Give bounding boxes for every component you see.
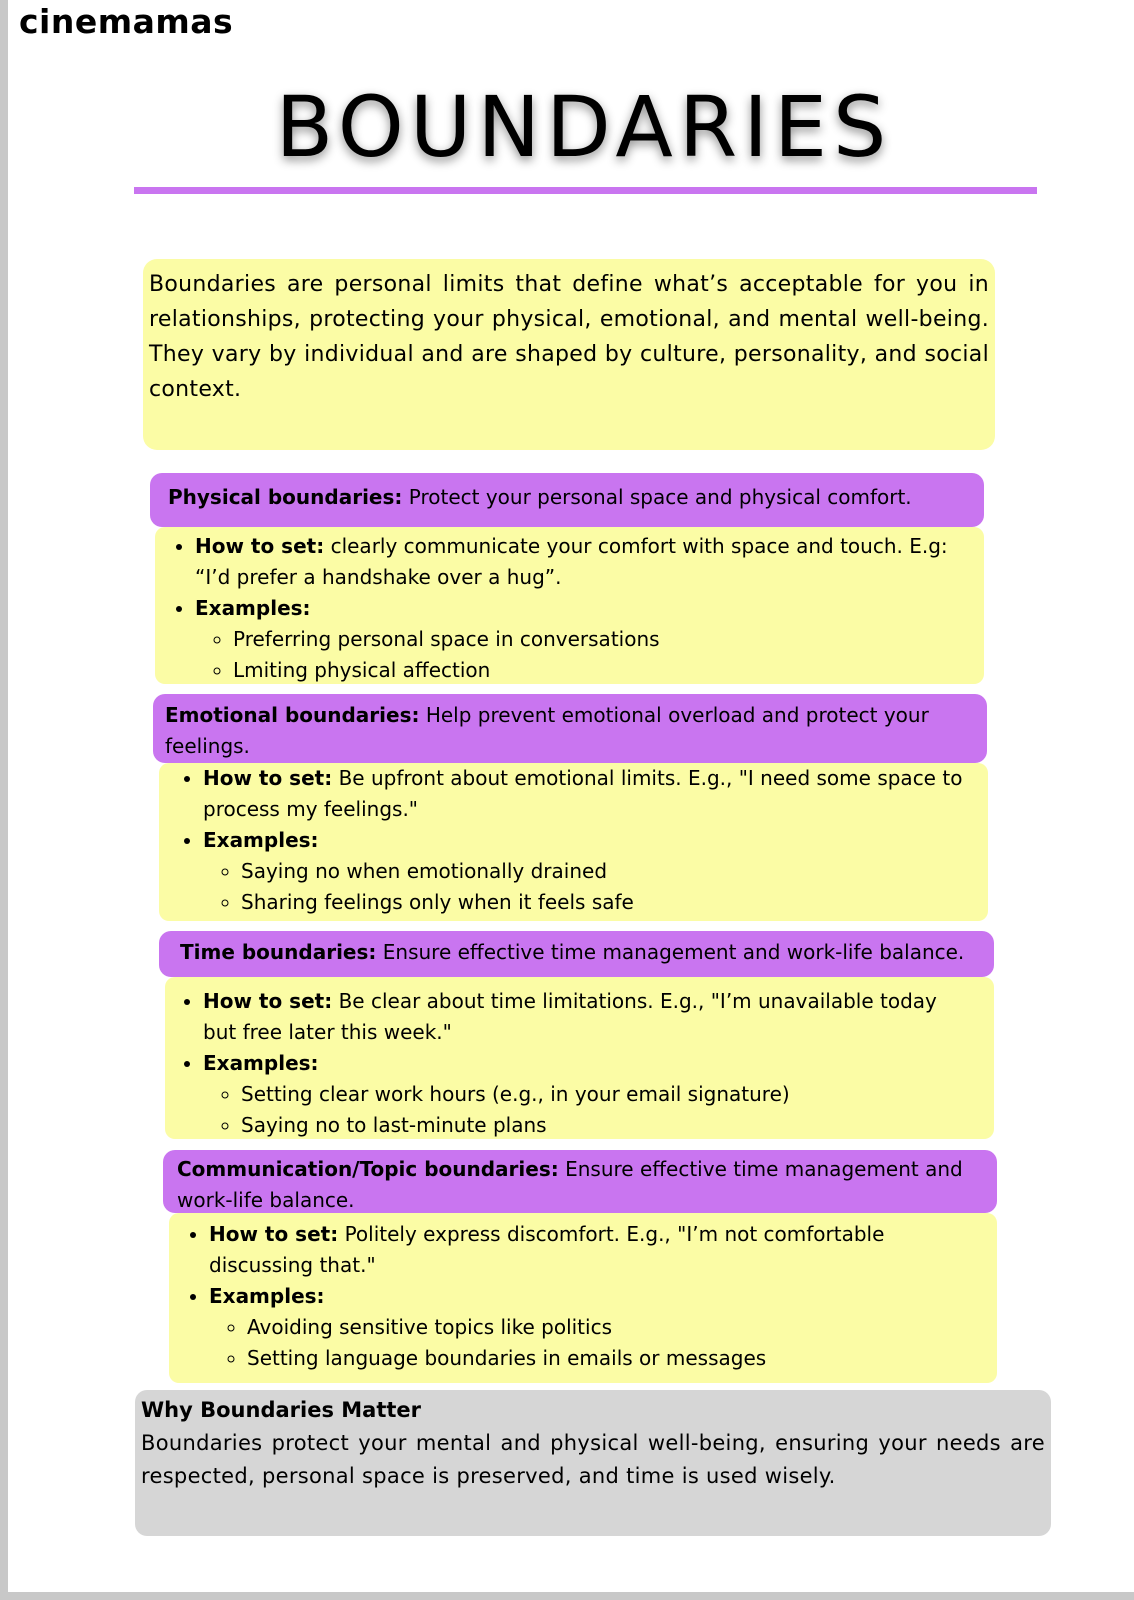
time-list (165, 986, 954, 1141)
physical-boundaries-heading (150, 473, 984, 527)
list-item (195, 593, 972, 686)
example-item: ◦ Saying no when emotionally drained (241, 856, 968, 887)
time-boundaries-body (165, 977, 994, 1139)
list-item (209, 1219, 897, 1281)
heading-text: Ensure effective time management and work-life balance. (376, 940, 965, 964)
heading-text: Help prevent emotional overload and protect your feelings. (165, 703, 929, 758)
example-item: ◦ Setting language boundaries in emails or messages (247, 1343, 897, 1374)
how-label: How to set: (203, 766, 333, 790)
examples-list (203, 856, 968, 918)
communication-boundaries-body (169, 1213, 997, 1383)
emotional-boundaries-body (159, 763, 988, 921)
how-text: Politely express discomfort. E.g., "I’m not comfortable discussing that." (209, 1222, 885, 1277)
how-text: Be clear about time limitations. E.g., "I’m unavailable today but free later this week." (203, 989, 937, 1044)
heading-label: Time boundaries: (180, 940, 377, 964)
list-item (209, 1281, 897, 1374)
physical-list (155, 531, 972, 686)
intro-paragraph: Boundaries are personal limits that define what’s acceptable for you in relationships, protecting your physical, emotional, and mental well-being. They vary by individual and are shaped by culture, personality, and social context. (143, 259, 995, 450)
heading-label: Physical boundaries: (168, 485, 403, 509)
how-label: How to set: (195, 534, 325, 558)
page-title: BOUNDARIES (275, 78, 893, 176)
why-title: Why Boundaries Matter (141, 1398, 422, 1422)
why-text: Boundaries protect your mental and physical well-being, ensuring your needs are respected, personal space is preserved, and time is used wisely. (141, 1431, 1045, 1488)
communication-list (169, 1219, 897, 1374)
communication-boundaries-heading (163, 1150, 997, 1213)
document-page (8, 0, 1134, 1592)
examples-list (195, 624, 972, 686)
heading-label: Communication/Topic boundaries: (177, 1157, 559, 1181)
heading-text: Ensure effective time management and work-life balance. (177, 1157, 963, 1212)
example-item: ◦ Saying no to last-minute plans (241, 1110, 954, 1141)
example-item: ◦ Sharing feelings only when it feels safe (241, 887, 968, 918)
emotional-boundaries-heading (153, 694, 987, 763)
emotional-list (159, 763, 968, 918)
list-item (195, 531, 972, 593)
physical-boundaries-body (155, 527, 984, 684)
list-item (203, 825, 968, 918)
list-item (203, 1048, 954, 1141)
brand-logo-text: cinemamas (19, 2, 234, 41)
examples-label: Examples: (195, 596, 311, 620)
how-text: Be upfront about emotional limits. E.g., "I need some space to process my feelings." (203, 766, 963, 821)
examples-list (203, 1079, 954, 1141)
examples-label: Examples: (203, 1051, 319, 1075)
examples-list (209, 1312, 897, 1374)
how-label: How to set: (203, 989, 333, 1013)
example-item: ◦ Setting clear work hours (e.g., in your email signature) (241, 1079, 954, 1110)
example-item: ◦ Preferring personal space in conversations (233, 624, 972, 655)
example-item: ◦ Avoiding sensitive topics like politics (247, 1312, 897, 1343)
title-divider (134, 187, 1037, 194)
heading-label: Emotional boundaries: (165, 703, 420, 727)
list-item (203, 763, 968, 825)
examples-label: Examples: (203, 828, 319, 852)
why-boundaries-panel (135, 1390, 1051, 1536)
heading-text: Protect your personal space and physical comfort. (402, 485, 912, 509)
list-item (203, 986, 954, 1048)
how-text: clearly communicate your comfort with space and touch. E.g: “I’d prefer a handshake over a hug”. (195, 534, 948, 589)
example-item: ◦ Lmiting physical affection (233, 655, 972, 686)
examples-label: Examples: (209, 1284, 325, 1308)
how-label: How to set: (209, 1222, 339, 1246)
time-boundaries-heading (159, 931, 994, 977)
